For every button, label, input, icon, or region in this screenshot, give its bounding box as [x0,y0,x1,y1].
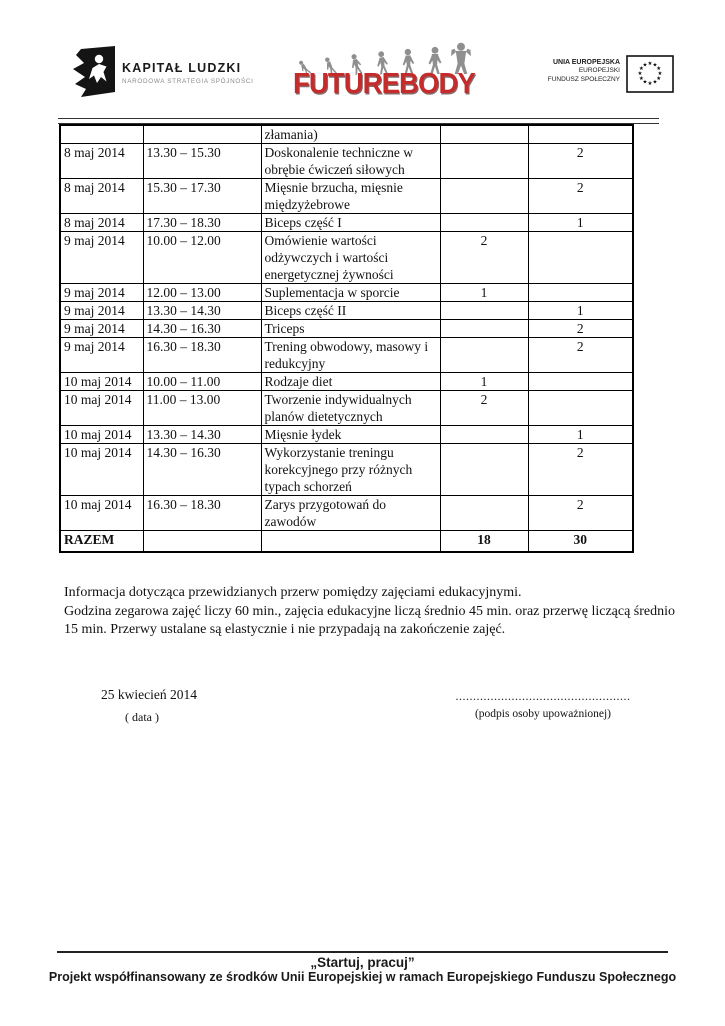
cell-date: 10 maj 2014 [60,426,143,444]
cell-hours-1: 1 [440,284,528,302]
cell-hours-1: 2 [440,391,528,426]
cell-date [60,125,143,144]
futurebody-logo [293,27,478,105]
cell-hours-1 [440,179,528,214]
cell-hours-2 [528,284,633,302]
table-row [60,214,633,232]
cell-hours-1 [440,144,528,179]
date-value: 25 kwiecień 2014 [101,687,197,702]
kapital-ludzki-title: KAPITAŁ LUDZKI [122,61,242,75]
info-paragraph [64,584,678,640]
eu-line2: EUROPEJSKI [578,67,620,74]
cell-time: 16.30 – 18.30 [143,496,261,531]
table-row [60,232,633,284]
cell-date: 8 maj 2014 [60,214,143,232]
kapital-ludzki-flag-icon [68,44,118,100]
cell-time: 10.00 – 12.00 [143,232,261,284]
cell-date: 10 maj 2014 [60,373,143,391]
svg-text:★: ★ [638,76,644,82]
table-row [60,496,633,531]
cell-time: 14.30 – 16.30 [143,444,261,496]
eu-flag-icon [626,55,674,93]
cell-hours-1 [440,496,528,531]
table-row [60,373,633,391]
cell-time: 17.30 – 18.30 [143,214,261,232]
kapital-ludzki-logo [68,44,283,104]
cell-topic: Mięsnie brzucha, mięsnie międzyżebrowe [261,179,440,214]
svg-text:★: ★ [638,66,644,72]
cell-hours-1 [440,125,528,144]
cell-date: 8 maj 2014 [60,179,143,214]
cell-hours-1 [440,426,528,444]
total-hours-1: 18 [440,531,528,553]
cell-hours-1 [440,302,528,320]
table-row [60,144,633,179]
cell-topic: Biceps część II [261,302,440,320]
cell-hours-2 [528,232,633,284]
cell-hours-2: 1 [528,426,633,444]
cell-topic: Mięsnie łydek [261,426,440,444]
cell-date: 10 maj 2014 [60,444,143,496]
cell-date: 9 maj 2014 [60,284,143,302]
signature-caption: (podpis osoby upoważnionej) [474,708,612,720]
total-label: RAZEM [60,531,143,553]
cell-topic: Suplementacja w sporcie [261,284,440,302]
cell-hours-2 [528,125,633,144]
cell-hours-2: 2 [528,444,633,496]
table-row [60,426,633,444]
total-empty-topic [261,531,440,553]
info-line-1: Informacja dotycząca przewidzianych przerw pomiędzy zajęciami edukacyjnymi. [64,585,522,600]
total-empty-time [143,531,261,553]
cell-hours-2: 2 [528,496,633,531]
cell-hours-2: 1 [528,302,633,320]
footer-rule [57,951,668,953]
svg-text:★: ★ [647,81,653,87]
cell-time: 13.30 – 14.30 [143,302,261,320]
table-row [60,284,633,302]
cell-hours-1: 2 [440,232,528,284]
cell-topic: złamania) [261,125,440,144]
cell-hours-1 [440,444,528,496]
signature-block [423,689,663,720]
futurebody-wordmark: FUTUREBODY [293,68,475,100]
cell-time: 16.30 – 18.30 [143,338,261,373]
svg-text:★: ★ [642,62,648,69]
info-line-2: Godzina zegarowa zajęć liczy 60 min., zajęcia edukacyjne liczą średnio 45 min. oraz przerwę liczącą średnio 15 min. Przerwy ustalane są elastycznie i nie przypadają na zakończenie zajęć. [64,603,676,637]
cell-hours-2: 2 [528,144,633,179]
cell-topic: Zarys przygotowań do zawodów [261,496,440,531]
cell-topic: Trening obwodowy, masowy i redukcyjny [261,338,440,373]
table-row [60,302,633,320]
cell-hours-2: 2 [528,320,633,338]
schedule-table [59,124,634,553]
table-row [60,444,633,496]
cell-hours-1 [440,214,528,232]
date-block [101,687,197,725]
cell-date: 9 maj 2014 [60,232,143,284]
cell-date: 10 maj 2014 [60,496,143,531]
svg-text:★: ★ [656,66,662,72]
cell-hours-2 [528,391,633,426]
total-row [60,531,633,553]
cell-hours-2: 2 [528,338,633,373]
table-row [60,179,633,214]
cell-hours-2: 1 [528,214,633,232]
signature-line: .................................................. [455,689,631,703]
cell-topic: Rodzaje diet [261,373,440,391]
cell-hours-1 [440,320,528,338]
table-row [60,125,633,144]
date-caption: ( data ) [125,710,159,724]
kapital-ludzki-text [122,61,254,85]
eu-logo [528,55,674,97]
table-row [60,391,633,426]
svg-text:★: ★ [652,62,658,69]
svg-text:★: ★ [657,71,663,77]
cell-date: 9 maj 2014 [60,302,143,320]
cell-date: 9 maj 2014 [60,320,143,338]
cell-hours-1: 1 [440,373,528,391]
footer-project-line: Projekt współfinansowany ze środków Unii Europejskiej w ramach Europejskiego Funduszu Społecznego [48,970,677,984]
cell-topic: Doskonalenie techniczne w obrębie ćwiczeń siłowych [261,144,440,179]
table-row [60,338,633,373]
cell-time: 11.00 – 13.00 [143,391,261,426]
svg-text:★: ★ [637,71,643,77]
cell-time: 12.00 – 13.00 [143,284,261,302]
table-row [60,320,633,338]
cell-topic: Triceps [261,320,440,338]
svg-text:★: ★ [652,79,658,86]
cell-time: 10.00 – 11.00 [143,373,261,391]
cell-date: 9 maj 2014 [60,338,143,373]
cell-time: 13.30 – 14.30 [143,426,261,444]
cell-date: 10 maj 2014 [60,391,143,426]
cell-hours-2: 2 [528,179,633,214]
cell-topic: Wykorzystanie treningu korekcyjnego przy różnych typach schorzeń [261,444,440,496]
cell-time [143,125,261,144]
cell-hours-2 [528,373,633,391]
cell-topic: Biceps część I [261,214,440,232]
eu-line1: UNIA EUROPEJSKA [552,59,620,66]
table-continuation-rule-top [58,118,659,119]
schedule-table-body [60,125,633,531]
footer-motto: „Startuj, pracuj” [310,955,415,970]
cell-time: 13.30 – 15.30 [143,144,261,179]
cell-topic: Omówienie wartości odżywczych i wartości energetycznej żywności [261,232,440,284]
cell-hours-1 [440,338,528,373]
svg-text:★: ★ [656,76,662,82]
kapital-ludzki-subtitle: NARODOWA STRATEGIA SPÓJNOŚCI [122,78,254,85]
cell-date: 8 maj 2014 [60,144,143,179]
eu-logo-text [528,58,620,84]
cell-time: 15.30 – 17.30 [143,179,261,214]
svg-text:★: ★ [647,61,653,67]
cell-time: 14.30 – 16.30 [143,320,261,338]
svg-text:★: ★ [642,79,648,86]
eu-line3: FUNDUSZ SPOŁECZNY [547,75,620,83]
total-hours-2: 30 [528,531,633,553]
cell-topic: Tworzenie indywidualnych planów dietetycznych [261,391,440,426]
